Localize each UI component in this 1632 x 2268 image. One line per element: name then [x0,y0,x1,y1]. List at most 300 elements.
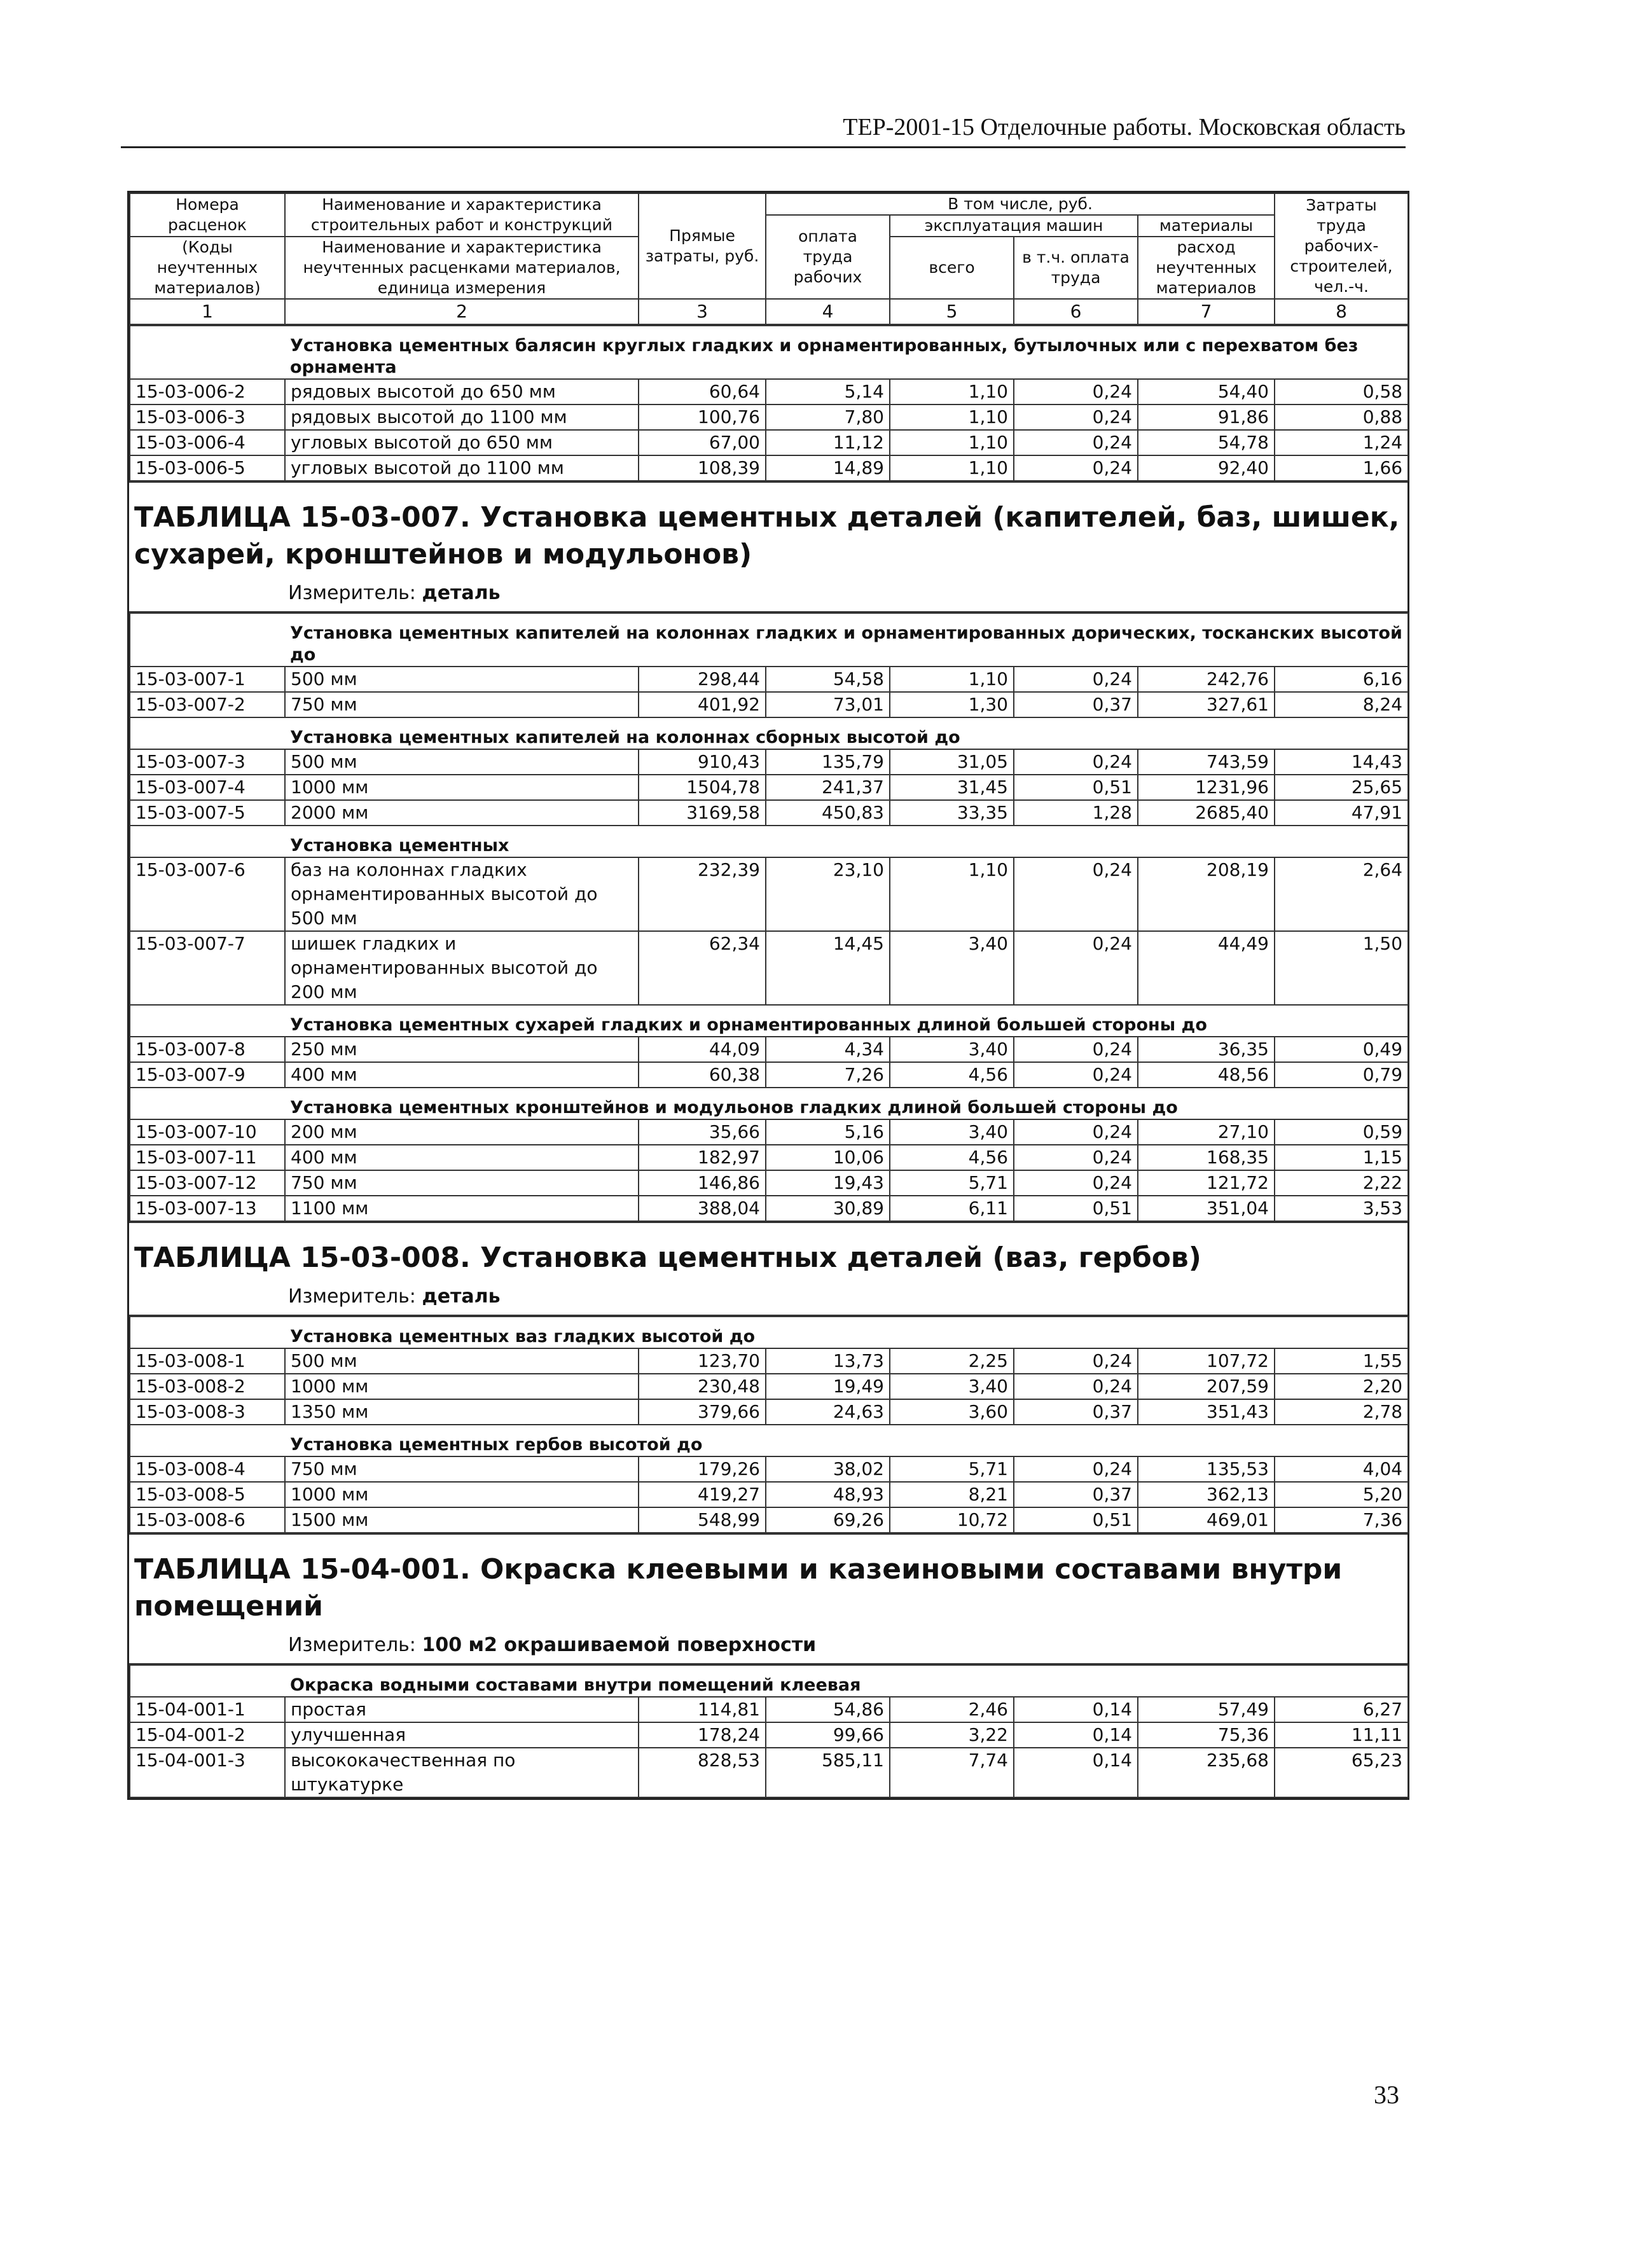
group-blank-cell [130,1317,285,1348]
work-name: 1000 мм [285,1374,639,1399]
wages-value: 7,80 [766,405,890,430]
machines-wages-value: 0,24 [1014,1170,1138,1196]
machines-wages-value: 0,14 [1014,1722,1138,1748]
unit-label: Измеритель: [288,1634,416,1656]
page-number: 33 [1374,2080,1399,2109]
table-row [130,1697,1408,1722]
materials-value: 54,40 [1138,379,1275,405]
work-name: 250 мм [285,1037,639,1062]
rate-code: 15-03-007-2 [130,692,285,717]
materials-value: 2685,40 [1138,800,1275,826]
column-number: 8 [1275,299,1408,324]
labor-hours-value: 1,24 [1275,430,1408,455]
direct-costs-value: 60,64 [639,379,766,405]
labor-hours-value: 5,20 [1275,1482,1408,1507]
labor-hours-value: 2,78 [1275,1399,1408,1425]
table-row [130,1170,1408,1196]
work-name: 1000 мм [285,1482,639,1507]
table-title: ТАБЛИЦА 15-03-007. Установка цементных деталей (капителей, баз, шишек, сухарей, кронштейнов и модульонов) [129,481,1407,577]
rate-code: 15-03-008-2 [130,1374,285,1399]
machines-wages-value: 0,24 [1014,1119,1138,1145]
machines-total-value: 1,10 [890,379,1014,405]
work-name: угловых высотой до 1100 мм [285,455,639,481]
work-name: баз на колоннах гладких орнаментированных высотой до 500 мм [285,857,639,931]
labor-hours-value: 3,53 [1275,1196,1408,1221]
direct-costs-value: 910,43 [639,749,766,775]
group-heading: Установка цементных капителей на колоннах гладких и орнаментированных дорических, тосканских высотой до [285,613,1408,667]
table-title: ТАБЛИЦА 15-03-008. Установка цементных деталей (ваз, гербов) [129,1222,1407,1280]
direct-costs-value: 298,44 [639,667,766,692]
work-name: 500 мм [285,749,639,775]
labor-hours-value: 0,58 [1275,379,1408,405]
table-header [129,193,1409,325]
direct-costs-value: 3169,58 [639,800,766,826]
header-materials: материалы [1138,215,1275,237]
rate-code: 15-03-006-5 [130,455,285,481]
labor-hours-value: 2,20 [1275,1374,1408,1399]
materials-value: 27,10 [1138,1119,1275,1145]
group-heading-row [130,1005,1408,1037]
wages-value: 13,73 [766,1348,890,1374]
table-row [130,1119,1408,1145]
table-row [130,1748,1408,1797]
labor-hours-value: 0,79 [1275,1062,1408,1088]
direct-costs-value: 379,66 [639,1399,766,1425]
header-direct-costs: Прямые затраты, руб. [639,193,766,299]
group-blank-cell [130,717,285,749]
unit-of-measure [129,1629,1407,1664]
labor-hours-value: 11,11 [1275,1722,1408,1748]
machines-wages-value: 0,24 [1014,1456,1138,1482]
direct-costs-value: 548,99 [639,1507,766,1533]
wages-value: 135,79 [766,749,890,775]
machines-wages-value: 0,24 [1014,857,1138,931]
work-name: простая [285,1697,639,1722]
table-row [130,1062,1408,1088]
table-row [130,1145,1408,1170]
rate-code: 15-03-007-7 [130,931,285,1005]
machines-total-value: 1,10 [890,430,1014,455]
wages-value: 73,01 [766,692,890,717]
materials-value: 135,53 [1138,1456,1275,1482]
direct-costs-value: 230,48 [639,1374,766,1399]
machines-wages-value: 0,24 [1014,455,1138,481]
direct-costs-value: 232,39 [639,857,766,931]
group-heading: Установка цементных кронштейнов и модульонов гладких длиной большей стороны до [285,1088,1408,1119]
labor-hours-value: 1,50 [1275,931,1408,1005]
machines-total-value: 2,46 [890,1697,1014,1722]
group-heading-row [130,717,1408,749]
header-name: Наименование и характеристика строительных работ и конструкций [285,193,639,237]
machines-total-value: 3,40 [890,1037,1014,1062]
direct-costs-value: 179,26 [639,1456,766,1482]
direct-costs-value: 62,34 [639,931,766,1005]
materials-value: 168,35 [1138,1145,1275,1170]
rate-code: 15-04-001-3 [130,1748,285,1797]
header-machines-total: всего [890,237,1014,299]
machines-wages-value: 0,37 [1014,692,1138,717]
header-machines: эксплуатация машин [890,215,1138,237]
group-heading-row [130,613,1408,667]
wages-value: 11,12 [766,430,890,455]
rate-code: 15-03-007-4 [130,775,285,800]
labor-hours-value: 2,22 [1275,1170,1408,1196]
work-name: 1100 мм [285,1196,639,1221]
sections [129,325,1407,1798]
rate-code: 15-03-007-5 [130,800,285,826]
rate-table [127,191,1409,1800]
column-number: 4 [766,299,890,324]
header-material-codes: (Коды неучтенных материалов) [130,237,285,299]
machines-total-value: 6,11 [890,1196,1014,1221]
materials-value: 48,56 [1138,1062,1275,1088]
materials-value: 121,72 [1138,1170,1275,1196]
unit-value: 100 м2 окрашиваемой поверхности [422,1634,817,1656]
machines-total-value: 10,72 [890,1507,1014,1533]
group-heading: Установка цементных ваз гладких высотой до [285,1317,1408,1348]
group-heading-row [130,826,1408,857]
machines-total-value: 3,40 [890,931,1014,1005]
section-table [129,612,1409,1222]
work-name: 400 мм [285,1062,639,1088]
machines-total-value: 7,74 [890,1748,1014,1797]
machines-wages-value: 0,24 [1014,667,1138,692]
work-name: 2000 мм [285,800,639,826]
wages-value: 241,37 [766,775,890,800]
direct-costs-value: 114,81 [639,1697,766,1722]
machines-total-value: 1,10 [890,455,1014,481]
rate-code: 15-03-007-3 [130,749,285,775]
machines-wages-value: 0,24 [1014,1348,1138,1374]
labor-hours-value: 1,15 [1275,1145,1408,1170]
group-heading-row [130,1665,1408,1697]
group-heading: Окраска водными составами внутри помещений клеевая [285,1665,1408,1697]
group-heading-row [130,1425,1408,1456]
machines-wages-value: 0,24 [1014,1062,1138,1088]
materials-value: 469,01 [1138,1507,1275,1533]
work-name: 750 мм [285,692,639,717]
wages-value: 5,16 [766,1119,890,1145]
group-blank-cell [130,613,285,667]
section-table [129,1664,1409,1798]
group-heading-row [130,1088,1408,1119]
materials-value: 92,40 [1138,455,1275,481]
machines-total-value: 5,71 [890,1170,1014,1196]
materials-value: 54,78 [1138,430,1275,455]
group-blank-cell [130,1665,285,1697]
labor-hours-value: 6,27 [1275,1697,1408,1722]
labor-hours-value: 0,59 [1275,1119,1408,1145]
rate-code: 15-03-006-4 [130,430,285,455]
machines-total-value: 31,05 [890,749,1014,775]
group-blank-cell [130,1088,285,1119]
materials-value: 362,13 [1138,1482,1275,1507]
work-name: 500 мм [285,667,639,692]
machines-wages-value: 0,24 [1014,1037,1138,1062]
table-row [130,667,1408,692]
materials-value: 351,04 [1138,1196,1275,1221]
header-materials-consumption: расход неучтенных материалов [1138,237,1275,299]
table-row [130,1374,1408,1399]
group-blank-cell [130,1425,285,1456]
machines-wages-value: 0,24 [1014,749,1138,775]
table-row [130,1348,1408,1374]
machines-wages-value: 0,24 [1014,405,1138,430]
labor-hours-value: 47,91 [1275,800,1408,826]
labor-hours-value: 2,64 [1275,857,1408,931]
wages-value: 54,86 [766,1697,890,1722]
machines-total-value: 2,25 [890,1348,1014,1374]
table-row [130,405,1408,430]
wages-value: 23,10 [766,857,890,931]
work-name: высококачественная по штукатурке [285,1748,639,1797]
group-heading: Установка цементных сухарей гладких и орнаментированных длиной большей стороны до [285,1005,1408,1037]
group-heading: Установка цементных капителей на колоннах сборных высотой до [285,717,1408,749]
header-machines-wages: в т.ч. оплата труда [1014,237,1138,299]
wages-value: 54,58 [766,667,890,692]
rate-code: 15-03-008-1 [130,1348,285,1374]
machines-total-value: 8,21 [890,1482,1014,1507]
rate-code: 15-03-007-1 [130,667,285,692]
wages-value: 19,43 [766,1170,890,1196]
column-number: 2 [285,299,639,324]
machines-total-value: 3,40 [890,1374,1014,1399]
table-row [130,775,1408,800]
rate-code: 15-03-007-9 [130,1062,285,1088]
direct-costs-value: 388,04 [639,1196,766,1221]
labor-hours-value: 14,43 [1275,749,1408,775]
wages-value: 30,89 [766,1196,890,1221]
machines-wages-value: 0,51 [1014,775,1138,800]
table-row [130,1196,1408,1221]
group-blank-cell [130,1005,285,1037]
rate-code: 15-03-008-5 [130,1482,285,1507]
wages-value: 7,26 [766,1062,890,1088]
materials-value: 36,35 [1138,1037,1275,1062]
section-table [129,1316,1409,1533]
machines-wages-value: 0,37 [1014,1399,1138,1425]
work-name: 1350 мм [285,1399,639,1425]
unit-of-measure [129,1280,1407,1316]
work-name: 750 мм [285,1170,639,1196]
table-row [130,800,1408,826]
machines-total-value: 4,56 [890,1145,1014,1170]
rate-code: 15-04-001-2 [130,1722,285,1748]
labor-hours-value: 6,16 [1275,667,1408,692]
table-row [130,379,1408,405]
direct-costs-value: 35,66 [639,1119,766,1145]
direct-costs-value: 146,86 [639,1170,766,1196]
rate-code: 15-03-007-12 [130,1170,285,1196]
materials-value: 44,49 [1138,931,1275,1005]
machines-total-value: 5,71 [890,1456,1014,1482]
direct-costs-value: 60,38 [639,1062,766,1088]
labor-hours-value: 1,55 [1275,1348,1408,1374]
table-row [130,455,1408,481]
direct-costs-value: 67,00 [639,430,766,455]
machines-wages-value: 0,24 [1014,379,1138,405]
table-row [130,1037,1408,1062]
column-number: 7 [1138,299,1275,324]
direct-costs-value: 401,92 [639,692,766,717]
table-row [130,749,1408,775]
direct-costs-value: 108,39 [639,455,766,481]
column-number: 5 [890,299,1014,324]
labor-hours-value: 0,88 [1275,405,1408,430]
unit-label: Измеритель: [288,582,416,604]
group-heading-row [130,326,1408,379]
work-name: 750 мм [285,1456,639,1482]
work-name: 500 мм [285,1348,639,1374]
wages-value: 69,26 [766,1507,890,1533]
machines-total-value: 4,56 [890,1062,1014,1088]
direct-costs-value: 419,27 [639,1482,766,1507]
group-heading: Установка цементных гербов высотой до [285,1425,1408,1456]
rate-code: 15-03-007-13 [130,1196,285,1221]
work-name: шишек гладких и орнаментированных высотой до 200 мм [285,931,639,1005]
unit-value: деталь [422,1285,501,1308]
materials-value: 242,76 [1138,667,1275,692]
materials-value: 351,43 [1138,1399,1275,1425]
machines-total-value: 1,10 [890,857,1014,931]
rate-code: 15-03-007-10 [130,1119,285,1145]
rate-code: 15-03-007-11 [130,1145,285,1170]
rate-code: 15-03-006-3 [130,405,285,430]
rate-code: 15-03-007-8 [130,1037,285,1062]
materials-value: 1231,96 [1138,775,1275,800]
header-wages: оплата труда рабочих [766,215,890,299]
column-number: 1 [130,299,285,324]
table-row [130,692,1408,717]
wages-value: 38,02 [766,1456,890,1482]
wages-value: 14,89 [766,455,890,481]
rate-code: 15-03-006-2 [130,379,285,405]
materials-value: 743,59 [1138,749,1275,775]
table-row [130,931,1408,1005]
machines-wages-value: 0,51 [1014,1196,1138,1221]
machines-total-value: 3,60 [890,1399,1014,1425]
machines-wages-value: 1,28 [1014,800,1138,826]
work-name: 1500 мм [285,1507,639,1533]
machines-wages-value: 0,37 [1014,1482,1138,1507]
rate-code: 15-03-008-4 [130,1456,285,1482]
header-material-name: Наименование и характеристика неучтенных расценками материалов, единица измерения [285,237,639,299]
table-row [130,1722,1408,1748]
labor-hours-value: 65,23 [1275,1748,1408,1797]
direct-costs-value: 1504,78 [639,775,766,800]
direct-costs-value: 182,97 [639,1145,766,1170]
machines-wages-value: 0,24 [1014,931,1138,1005]
wages-value: 10,06 [766,1145,890,1170]
wages-value: 585,11 [766,1748,890,1797]
direct-costs-value: 178,24 [639,1722,766,1748]
table-row [130,1507,1408,1533]
group-heading: Установка цементных [285,826,1408,857]
wages-value: 19,49 [766,1374,890,1399]
rate-code: 15-03-008-3 [130,1399,285,1425]
group-heading-row [130,1317,1408,1348]
column-number: 3 [639,299,766,324]
wages-value: 450,83 [766,800,890,826]
wages-value: 4,34 [766,1037,890,1062]
table-title: ТАБЛИЦА 15-04-001. Окраска клеевыми и казеиновыми составами внутри помещений [129,1533,1407,1629]
unit-label: Измеритель: [288,1285,416,1308]
table-row [130,1456,1408,1482]
machines-wages-value: 0,14 [1014,1697,1138,1722]
direct-costs-value: 123,70 [639,1348,766,1374]
header-codes: Номера расценок [130,193,285,237]
labor-hours-value: 1,66 [1275,455,1408,481]
work-name: 1000 мм [285,775,639,800]
work-name: улучшенная [285,1722,639,1748]
unit-of-measure [129,577,1407,612]
group-blank-cell [130,826,285,857]
labor-hours-value: 7,36 [1275,1507,1408,1533]
direct-costs-value: 828,53 [639,1748,766,1797]
group-blank-cell [130,326,285,379]
running-header: ТЕР-2001-15 Отделочные работы. Московская область [121,113,1406,148]
rate-code: 15-03-007-6 [130,857,285,931]
wages-value: 99,66 [766,1722,890,1748]
materials-value: 91,86 [1138,405,1275,430]
section-table [129,325,1409,481]
machines-total-value: 1,10 [890,405,1014,430]
materials-value: 107,72 [1138,1348,1275,1374]
wages-value: 48,93 [766,1482,890,1507]
wages-value: 14,45 [766,931,890,1005]
labor-hours-value: 8,24 [1275,692,1408,717]
unit-value: деталь [422,582,501,604]
machines-wages-value: 0,24 [1014,430,1138,455]
machines-wages-value: 0,24 [1014,1374,1138,1399]
materials-value: 208,19 [1138,857,1275,931]
table-row [130,857,1408,931]
group-heading: Установка цементных балясин круглых гладких и орнаментированных, бутылочных или с перехватом без орнамента [285,326,1408,379]
header-labor: Затраты труда рабочих-строителей, чел.-ч. [1275,193,1408,299]
machines-total-value: 3,22 [890,1722,1014,1748]
direct-costs-value: 100,76 [639,405,766,430]
machines-wages-value: 0,24 [1014,1145,1138,1170]
work-name: рядовых высотой до 650 мм [285,379,639,405]
machines-total-value: 33,35 [890,800,1014,826]
rate-code: 15-03-008-6 [130,1507,285,1533]
work-name: 400 мм [285,1145,639,1170]
table-row [130,1482,1408,1507]
column-number: 6 [1014,299,1138,324]
machines-total-value: 3,40 [890,1119,1014,1145]
wages-value: 5,14 [766,379,890,405]
table-row [130,430,1408,455]
column-numbers-row [130,299,1408,324]
machines-wages-value: 0,14 [1014,1748,1138,1797]
rate-code: 15-04-001-1 [130,1697,285,1722]
machines-wages-value: 0,51 [1014,1507,1138,1533]
work-name: 200 мм [285,1119,639,1145]
labor-hours-value: 4,04 [1275,1456,1408,1482]
labor-hours-value: 0,49 [1275,1037,1408,1062]
machines-total-value: 1,30 [890,692,1014,717]
machines-total-value: 1,10 [890,667,1014,692]
work-name: рядовых высотой до 1100 мм [285,405,639,430]
table-row [130,1399,1408,1425]
header-including: В том числе, руб. [766,193,1275,215]
materials-value: 57,49 [1138,1697,1275,1722]
machines-total-value: 31,45 [890,775,1014,800]
materials-value: 327,61 [1138,692,1275,717]
wages-value: 24,63 [766,1399,890,1425]
materials-value: 75,36 [1138,1722,1275,1748]
materials-value: 235,68 [1138,1748,1275,1797]
